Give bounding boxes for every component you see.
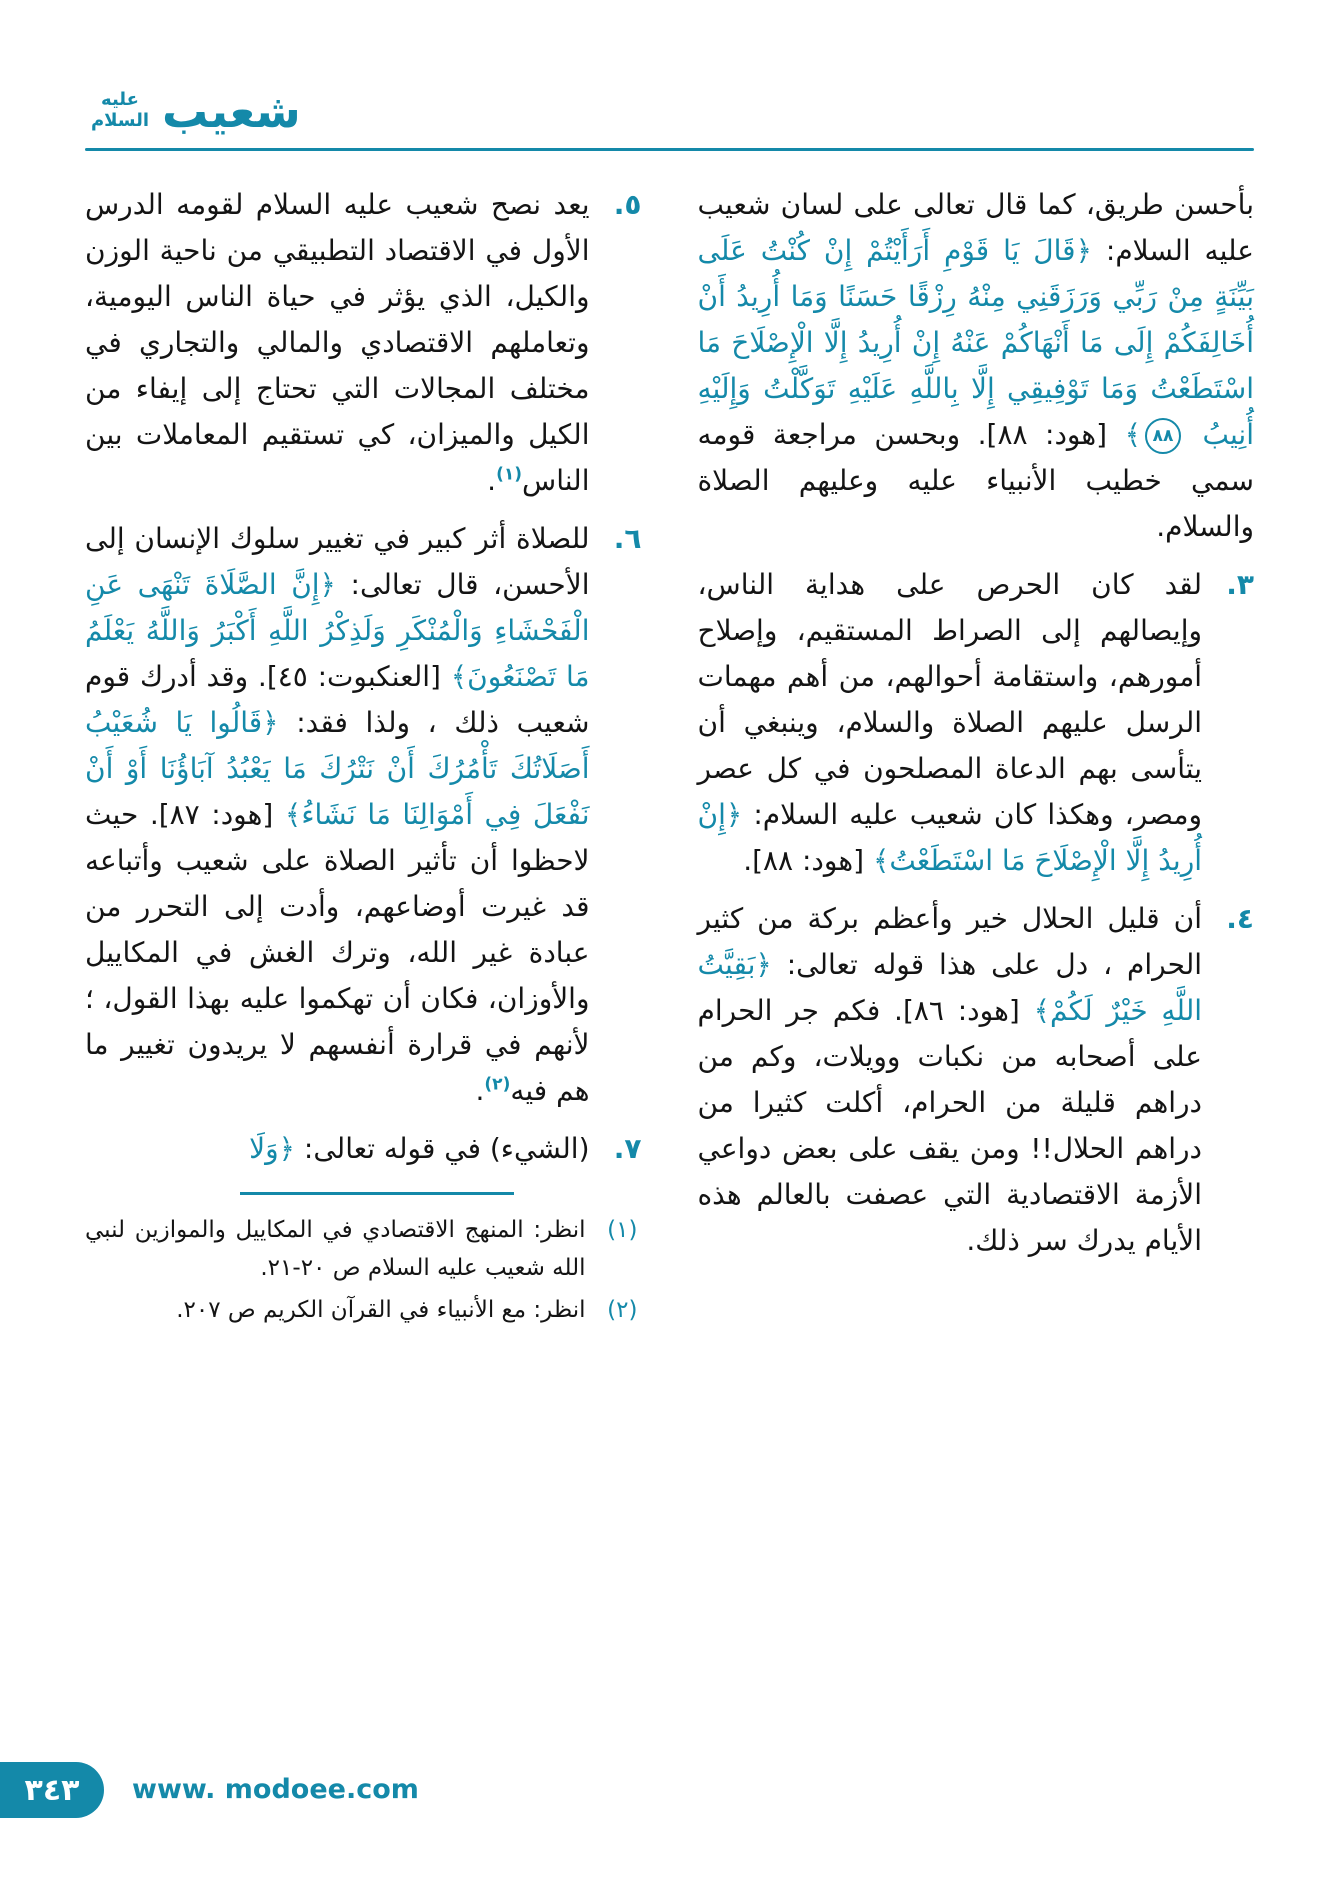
quran-verse: ﴿إِنْ أُرِيدُ إِلَّا الْإِصْلَاحَ مَا اسْتَطَعْتُ﴾ — [697, 798, 1202, 877]
footnote — [85, 1211, 642, 1287]
footnote-text: انظر: المنهج الاقتصادي في المكاييل والموازين لنبي الله شعيب عليه السلام ص ٢٠-٢١. — [85, 1217, 586, 1281]
body-text: [هود: ٨٧]. حيث لاحظوا أن تأثير الصلاة على شعيب وأتباعه قد غيرت أوضاعهم، وأدت إلى التحرر من عبادة غير الله، وترك الغش في المكاييل والأوزان، فكان أن تهكموا عليه بهذا القول، ؛لأنهم في قرارة أنفسهم لا يريدون تغيير ما هم فيه — [85, 798, 590, 1107]
quran-verse: ﴾ — [1124, 418, 1141, 451]
column-left-paragraphs — [85, 182, 642, 1172]
paragraph-number: ٥. — [613, 188, 642, 221]
paragraph-number: ٦. — [613, 522, 642, 555]
page-number: ٣٤٣ — [24, 1772, 80, 1808]
column-right — [698, 182, 1255, 1264]
chapter-title-honorific: عليه السلام — [90, 89, 150, 131]
chapter-title — [88, 84, 301, 138]
body-text: بأحسن طريق، كما قال تعالى على لسان شعيب عليه السلام: — [697, 188, 1254, 267]
paragraph — [698, 896, 1255, 1264]
chapter-title-name: شعيب — [162, 84, 301, 138]
footnote-divider — [240, 1192, 514, 1195]
quran-verse: ﴿قَالَ يَا قَوْمِ أَرَأَيْتُمْ إِنْ كُنْتُ عَلَى بَيِّنَةٍ مِنْ رَبِّي وَرَزَقَنِي مِنْهُ رِزْقًا حَسَنًا وَمَا أُرِيدُ أَنْ أُخَالِفَكُمْ إِلَى مَا أَنْهَاكُمْ عَنْهُ إِنْ أُرِيدُ إِلَّا الْإِصْلَاحَ مَا اسْتَطَعْتُ وَمَا تَوْفِيقِي إِلَّا بِاللَّهِ عَلَيْهِ تَوَكَّلْتُ وَإِلَيْهِ أُنِيبُ — [697, 234, 1255, 451]
quran-verse: ﴿قَالُوا يَا شُعَيْبُ أَصَلَاتُكَ تَأْمُرُكَ أَنْ نَتْرُكَ مَا يَعْبُدُ آبَاؤُنَا أَوْ أَنْ نَفْعَلَ فِي أَمْوَالِنَا مَا نَشَاءُ﴾ — [85, 706, 590, 831]
page-number-badge — [0, 1762, 104, 1818]
paragraph-number: ٣. — [1226, 568, 1254, 601]
paragraph — [698, 182, 1255, 550]
body-text: يعد نصح شعيب عليه السلام لقومه الدرس الأول في الاقتصاد التطبيقي من ناحية الوزن والكيل، الذي يؤثر في حياة الناس اليومية، وتعاملهم الاقتصادي والمالي والتجاري في مختلف المجالات التي تحتاج إلى إيفاء من الكيل والميزان، كي تستقيم المعاملات بين الناس — [85, 188, 590, 497]
footnote-text: انظر: مع الأنبياء في القرآن الكريم ص ٢٠٧. — [176, 1297, 586, 1323]
ayah-number-badge: ٨٨ — [1145, 418, 1181, 454]
body-text: (الشيء) في قوله تعالى: — [295, 1132, 590, 1165]
footnote-ref: (١) — [496, 464, 523, 485]
page-content — [85, 182, 1254, 1333]
column-left — [85, 182, 642, 1333]
body-text: [هود: ٨٨]. — [743, 844, 873, 877]
paragraph — [698, 562, 1255, 884]
body-text: [هود: ٨٦]. فكم جر الحرام على أصحابه من نكبات وويلات، وكم من دراهم قليلة من الحرام، أكلت كثيرا من دراهم الحلال!! ومن يقف على بعض دواعي الأزمة الاقتصادية التي عصفت بالعالم هذه الأيام يدرك سر ذلك. — [697, 994, 1202, 1257]
header-divider — [85, 148, 1254, 151]
body-text: أن قليل الحلال خير وأعظم بركة من كثير الحرام ، دل على هذا قوله تعالى: — [697, 902, 1202, 981]
body-text: لقد كان الحرص على هداية الناس، وإيصالهم إلى الصراط المستقيم، وإصلاح أمورهم، واستقامة أحوالهم، من أهم مهمات الرسل عليهم الصلاة والسلام، وينبغي أن يتأسى بهم الدعاة المصلحون في كل عصر ومصر، وهكذا كان شعيب عليه السلام: — [697, 568, 1202, 831]
paragraph-number: ٤. — [1226, 902, 1254, 935]
quran-verse: ﴿بَقِيَّتُ اللَّهِ خَيْرٌ لَكُمْ﴾ — [697, 948, 1203, 1027]
body-text: [العنكبوت: ٤٥]. وقد أدرك قوم شعيب ذلك ، ولذا فقد: — [85, 660, 590, 739]
paragraph — [85, 516, 642, 1114]
footnote-ref: (٢) — [484, 1074, 511, 1095]
footnote — [85, 1291, 642, 1329]
body-text: . — [487, 464, 497, 497]
body-text: [هود: ٨٨]. وبحسن مراجعة قومه سمي خطيب الأنبياء عليه وعليهم الصلاة والسلام. — [697, 418, 1254, 543]
footnote-number: (٢) — [607, 1297, 638, 1323]
paragraph — [85, 182, 642, 504]
website-url: www. modoee.com — [132, 1774, 419, 1805]
paragraph-number: ٧. — [613, 1132, 642, 1165]
body-text: . — [475, 1074, 485, 1107]
body-text: للصلاة أثر كبير في تغيير سلوك الإنسان إلى الأحسن، قال تعالى: — [85, 522, 590, 601]
quran-verse: ﴿إِنَّ الصَّلَاةَ تَنْهَى عَنِ الْفَحْشَاءِ وَالْمُنْكَرِ وَلَذِكْرُ اللَّهِ أَكْبَرُ وَاللَّهُ يَعْلَمُ مَا تَصْنَعُونَ﴾ — [85, 568, 590, 693]
footnote-number: (١) — [607, 1217, 638, 1243]
footnotes-block — [85, 1211, 642, 1329]
paragraph — [85, 1126, 642, 1172]
quran-verse: ﴿وَلَا — [249, 1132, 295, 1165]
